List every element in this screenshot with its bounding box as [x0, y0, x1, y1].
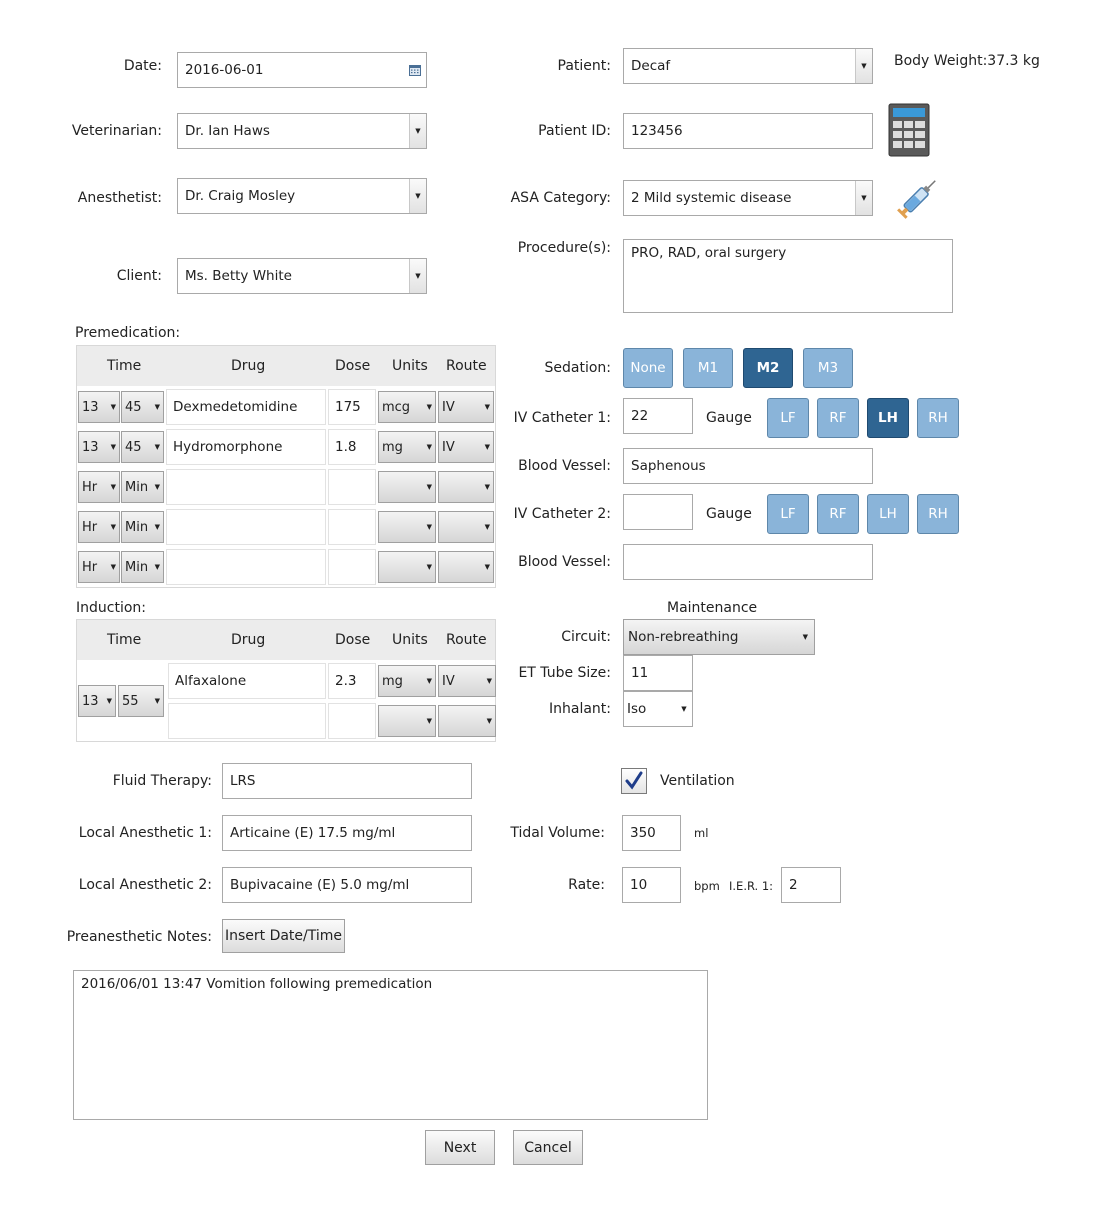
ier-field[interactable]: 2: [781, 867, 841, 903]
hour-value: Hr: [82, 479, 98, 495]
premed-hour-select[interactable]: [78, 431, 120, 463]
asa-category-value: 2 Mild systemic disease: [631, 190, 792, 206]
fluid-therapy-label: Fluid Therapy:: [112, 773, 212, 789]
tidal-volume-field[interactable]: 350: [622, 815, 681, 851]
date-label: Date:: [123, 58, 162, 74]
hour-value: 13: [82, 693, 99, 709]
chevron-down-icon: ▼: [486, 717, 492, 725]
column-header-drug: Drug: [231, 358, 266, 374]
premed-route-select[interactable]: [438, 511, 494, 543]
rate-label: Rate:: [568, 877, 605, 893]
induction-dose-field[interactable]: [328, 703, 376, 739]
maintenance-title: Maintenance: [667, 600, 758, 616]
cancel-button[interactable]: Cancel: [513, 1130, 583, 1165]
premed-drug-field[interactable]: [166, 509, 326, 545]
premed-hour-select[interactable]: [78, 511, 120, 543]
chevron-down-icon: ▼: [426, 403, 432, 411]
chevron-down-icon: ▼: [484, 483, 490, 491]
body-weight-label: Body Weight:: [894, 53, 988, 69]
premed-units-select[interactable]: [378, 471, 436, 503]
chevron-down-icon: ▼: [484, 523, 490, 531]
iv2-limb-rf-button[interactable]: RF: [817, 494, 859, 534]
blood-vessel-1-label: Blood Vessel:: [518, 458, 611, 474]
calendar-icon[interactable]: [404, 53, 426, 87]
chevron-down-icon: ▼: [154, 523, 160, 531]
rate-field[interactable]: 10: [622, 867, 681, 903]
circuit-label: Circuit:: [561, 629, 611, 645]
patient-select[interactable]: [623, 48, 873, 84]
hour-value: Hr: [82, 519, 98, 535]
veterinarian-label: Veterinarian:: [71, 123, 162, 139]
minute-value: 45: [125, 399, 142, 415]
premed-route-select[interactable]: [438, 391, 494, 423]
circuit-select[interactable]: [623, 619, 815, 655]
patient-id-label: Patient ID:: [538, 123, 611, 139]
premed-route-select[interactable]: [438, 471, 494, 503]
minute-value: 55: [122, 693, 139, 709]
anesthetist-value: Dr. Craig Mosley: [185, 188, 296, 204]
hour-value: 13: [82, 399, 99, 415]
et-tube-size-label: ET Tube Size:: [518, 665, 611, 681]
premed-dose-field[interactable]: [328, 549, 376, 585]
premed-hour-select[interactable]: [78, 471, 120, 503]
column-header-time: Time: [107, 358, 142, 374]
chevron-down-icon: ▼: [426, 443, 432, 451]
local-anesthetic-2-label: Local Anesthetic 2:: [78, 877, 212, 893]
minute-value: Min: [125, 559, 149, 575]
inhalant-label: Inhalant:: [548, 701, 611, 717]
calculator-icon[interactable]: [888, 103, 930, 161]
column-header-dose: Dose: [335, 632, 371, 648]
sedation-m1-button[interactable]: M1: [683, 348, 733, 388]
premed-minute-select[interactable]: [121, 391, 164, 423]
iv-catheter-2-label: IV Catheter 2:: [513, 506, 611, 522]
route-value: IV: [442, 439, 455, 455]
chevron-down-icon: ▼: [154, 443, 160, 451]
sedation-m2-button[interactable]: M2: [743, 348, 793, 388]
chevron-down-icon: ▼: [106, 697, 112, 705]
patient-value: Decaf: [631, 58, 671, 74]
premed-units-select[interactable]: [378, 551, 436, 583]
local-anesthetic-2-field[interactable]: Bupivacaine (E) 5.0 mg/ml: [222, 867, 472, 903]
body-weight-value: 37.3 kg: [987, 53, 1040, 69]
veterinarian-value: Dr. Ian Haws: [185, 123, 270, 139]
patient-label: Patient:: [557, 58, 611, 74]
asa-category-label: ASA Category:: [510, 190, 611, 206]
chevron-down-icon: ▼: [426, 717, 432, 725]
premed-dose-field[interactable]: 1.8: [328, 429, 376, 465]
chevron-down-icon: ▼: [426, 563, 432, 571]
premed-minute-select[interactable]: [121, 511, 164, 543]
induction-drug-field[interactable]: Alfaxalone: [168, 663, 326, 699]
hour-value: 13: [82, 439, 99, 455]
induction-route-select[interactable]: [438, 665, 496, 697]
premed-units-select[interactable]: [378, 431, 436, 463]
premed-drug-field[interactable]: Hydromorphone: [166, 429, 326, 465]
blood-vessel-2-field[interactable]: [623, 544, 873, 580]
premed-minute-select[interactable]: [121, 431, 164, 463]
chevron-down-icon: ▼: [484, 443, 490, 451]
preanesthetic-notes-label: Preanesthetic Notes:: [66, 929, 212, 945]
inhalant-select[interactable]: [623, 691, 693, 727]
body-weight: [894, 53, 1040, 69]
sedation-label: Sedation:: [544, 360, 611, 376]
induction-units-select[interactable]: [378, 705, 436, 737]
induction-drug-field[interactable]: [168, 703, 326, 739]
chevron-down-icon: ▼: [110, 443, 116, 451]
route-value: IV: [442, 399, 455, 415]
chevron-down-icon: ▼: [426, 677, 432, 685]
premed-route-select[interactable]: [438, 551, 494, 583]
premed-drug-field[interactable]: [166, 469, 326, 505]
local-anesthetic-1-field[interactable]: Articaine (E) 17.5 mg/ml: [222, 815, 472, 851]
gauge-label: Gauge: [706, 506, 752, 522]
chevron-down-icon: ▼: [409, 114, 426, 148]
chevron-down-icon: ▼: [154, 403, 160, 411]
tidal-volume-unit: ml: [694, 826, 709, 840]
chevron-down-icon: ▼: [426, 523, 432, 531]
chevron-down-icon: ▼: [110, 563, 116, 571]
induction-header: [77, 620, 495, 660]
client-select[interactable]: [177, 258, 427, 294]
premed-route-select[interactable]: [438, 431, 494, 463]
premed-dose-field[interactable]: [328, 509, 376, 545]
induction-route-select[interactable]: [438, 705, 496, 737]
checkmark-icon: [624, 771, 644, 791]
premed-hour-select[interactable]: [78, 391, 120, 423]
minute-value: Min: [125, 479, 149, 495]
tidal-volume-label: Tidal Volume:: [510, 825, 605, 841]
hour-value: Hr: [82, 559, 98, 575]
inhalant-value: Iso: [627, 701, 647, 717]
premed-drug-field[interactable]: [166, 549, 326, 585]
rate-unit: bpm: [694, 879, 720, 893]
premed-dose-field[interactable]: 175: [328, 389, 376, 425]
premed-minute-select[interactable]: [121, 551, 164, 583]
sedation-m3-button[interactable]: M3: [803, 348, 853, 388]
iv-catheter-1-gauge-field[interactable]: 22: [623, 398, 693, 434]
circuit-value: Non-rebreathing: [628, 629, 739, 645]
chevron-down-icon: ▼: [802, 633, 808, 641]
iv-catheter-2-gauge-field[interactable]: [623, 494, 693, 530]
procedures-label: Procedure(s):: [517, 240, 611, 256]
column-header-time: Time: [107, 632, 142, 648]
premed-drug-field[interactable]: Dexmedetomidine: [166, 389, 326, 425]
iv2-limb-lh-button[interactable]: LH: [867, 494, 909, 534]
ier-label: I.E.R. 1:: [729, 879, 774, 893]
fluid-therapy-field[interactable]: LRS: [222, 763, 472, 799]
premedication-title: Premedication:: [75, 325, 181, 341]
induction-hour-select[interactable]: [78, 685, 116, 717]
premed-minute-select[interactable]: [121, 471, 164, 503]
minute-value: Min: [125, 519, 149, 535]
client-label: Client:: [116, 268, 162, 284]
iv2-limb-rh-button[interactable]: RH: [917, 494, 959, 534]
local-anesthetic-1-label: Local Anesthetic 1:: [78, 825, 212, 841]
chevron-down-icon: ▼: [409, 179, 426, 213]
chevron-down-icon: ▼: [409, 259, 426, 293]
iv1-limb-lf-button[interactable]: LF: [767, 398, 809, 438]
procedures-field[interactable]: PRO, RAD, oral surgery: [623, 239, 953, 313]
patient-id-field[interactable]: 123456: [623, 113, 873, 149]
chevron-down-icon: ▼: [426, 483, 432, 491]
chevron-down-icon: ▼: [855, 181, 872, 215]
client-value: Ms. Betty White: [185, 268, 292, 284]
chevron-down-icon: ▼: [110, 403, 116, 411]
column-header-units: Units: [392, 632, 428, 648]
ventilation-label: Ventilation: [660, 773, 735, 789]
anesthetist-label: Anesthetist:: [77, 190, 162, 206]
blood-vessel-2-label: Blood Vessel:: [518, 554, 611, 570]
veterinarian-select[interactable]: [177, 113, 427, 149]
chevron-down-icon: ▼: [110, 483, 116, 491]
induction-units-select[interactable]: [378, 665, 436, 697]
column-header-drug: Drug: [231, 632, 266, 648]
chevron-down-icon: ▼: [154, 697, 160, 705]
units-value: mg: [382, 439, 403, 455]
iv1-limb-rf-button[interactable]: RF: [817, 398, 859, 438]
premed-hour-select[interactable]: [78, 551, 120, 583]
chevron-down-icon: ▼: [484, 403, 490, 411]
sedation-none-button[interactable]: None: [623, 348, 673, 388]
chevron-down-icon: ▼: [855, 49, 872, 83]
chevron-down-icon: ▼: [154, 563, 160, 571]
units-value: mcg: [382, 399, 411, 415]
chevron-down-icon: ▼: [154, 483, 160, 491]
premed-dose-field[interactable]: [328, 469, 376, 505]
units-value: mg: [382, 673, 403, 689]
column-header-route: Route: [446, 632, 487, 648]
gauge-label: Gauge: [706, 410, 752, 426]
iv1-limb-rh-button[interactable]: RH: [917, 398, 959, 438]
premedication-header: [77, 346, 495, 386]
chevron-down-icon: ▼: [486, 677, 492, 685]
iv2-limb-lf-button[interactable]: LF: [767, 494, 809, 534]
syringe-icon[interactable]: [894, 172, 944, 226]
iv-catheter-1-label: IV Catheter 1:: [513, 410, 611, 426]
induction-dose-field[interactable]: 2.3: [328, 663, 376, 699]
column-header-units: Units: [392, 358, 428, 374]
route-value: IV: [442, 673, 455, 689]
date-value: 2016-06-01: [185, 62, 264, 78]
asa-category-select[interactable]: [623, 180, 873, 216]
insert-date-time-button[interactable]: Insert Date/Time: [222, 919, 345, 953]
column-header-route: Route: [446, 358, 487, 374]
et-tube-size-field[interactable]: 11: [623, 655, 693, 691]
premed-units-select[interactable]: [378, 391, 436, 423]
blood-vessel-1-field[interactable]: Saphenous: [623, 448, 873, 484]
iv1-limb-lh-button[interactable]: LH: [867, 398, 909, 438]
premed-units-select[interactable]: [378, 511, 436, 543]
preanesthetic-notes-field[interactable]: 2016/06/01 13:47 Vomition following premedication: [73, 970, 708, 1120]
column-header-dose: Dose: [335, 358, 371, 374]
chevron-down-icon: ▼: [484, 563, 490, 571]
date-field[interactable]: [177, 52, 427, 88]
induction-title: Induction:: [76, 600, 146, 616]
next-button[interactable]: Next: [425, 1130, 495, 1165]
anesthetist-select[interactable]: [177, 178, 427, 214]
minute-value: 45: [125, 439, 142, 455]
chevron-down-icon: ▼: [681, 705, 687, 713]
induction-minute-select[interactable]: [118, 685, 164, 717]
chevron-down-icon: ▼: [110, 523, 116, 531]
ventilation-checkbox[interactable]: [621, 768, 647, 794]
